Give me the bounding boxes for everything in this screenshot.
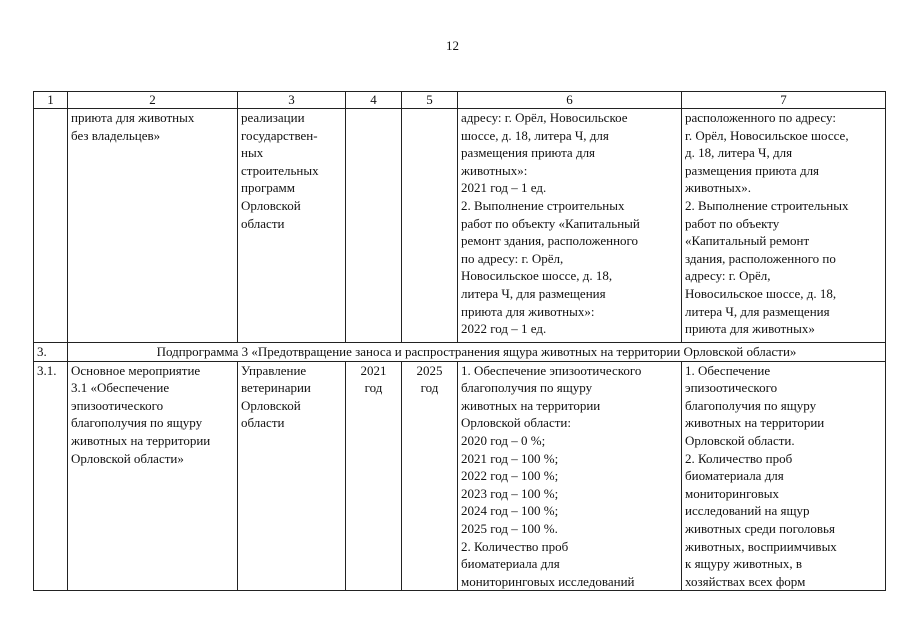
section-number: 3. <box>34 343 68 362</box>
cell-end-year: 2025 год <box>402 361 458 591</box>
header-col-2: 2 <box>68 92 238 109</box>
section-row <box>34 343 886 362</box>
cell-number <box>34 109 68 343</box>
header-col-5: 5 <box>402 92 458 109</box>
cell-results: расположенного по адресу: г. Орёл, Новосильское шоссе, д. 18, литера Ч, для размещения приюта для животных». 2. Выполнение строительных работ по объекту «Капитальный ремонт здания, расположенного по адресу: г. Орёл, Новосильское шоссе, д. 18, литера Ч, для размещения приюта для животных» <box>682 109 886 343</box>
cell-end-year <box>402 109 458 343</box>
cell-start-year: 2021 год <box>346 361 402 591</box>
table-row-continued <box>34 109 886 343</box>
cell-number: 3.1. <box>34 361 68 591</box>
header-row <box>34 92 886 109</box>
page-number: 12 <box>446 38 459 53</box>
section-title: Подпрограмма 3 «Предотвращение заноса и распространения ящура животных на территории Орловской области» <box>68 343 886 362</box>
header-col-1: 1 <box>34 92 68 109</box>
cell-executor: реализации государствен- ных строительных программ Орловской области <box>238 109 346 343</box>
cell-start-year <box>346 109 402 343</box>
cell-indicators: адресу: г. Орёл, Новосильское шоссе, д. 18, литера Ч, для размещения приюта для животных»: 2021 год – 1 ед. 2. Выполнение строительных работ по объекту «Капитальный ремонт здания, расположенного по адресу: г. Орёл, Новосильское шоссе, д. 18, литера Ч, для размещения приюта для животных»: 2022 год – 1 ед. <box>458 109 682 343</box>
cell-executor: Управление ветеринарии Орловской области <box>238 361 346 591</box>
program-table <box>33 91 886 591</box>
header-col-3: 3 <box>238 92 346 109</box>
table-row-3-1 <box>34 361 886 591</box>
cell-results: 1. Обеспечение эпизоотического благополучия по ящуру животных на территории Орловской области. 2. Количество проб биоматериала для мониторинговых исследований на ящур животных среди поголовья животных, восприимчивых к ящуру животных, в хозяйствах всех форм <box>682 361 886 591</box>
header-col-6: 6 <box>458 92 682 109</box>
cell-measure-name: Основное мероприятие 3.1 «Обеспечение эпизоотического благополучия по ящуру животных на территории Орловской области» <box>68 361 238 591</box>
cell-indicators: 1. Обеспечение эпизоотического благополучия по ящуру животных на территории Орловской области: 2020 год – 0 %; 2021 год – 100 %; 2022 год – 100 %; 2023 год – 100 %; 2024 год – 100 %; 2025 год – 100 %. 2. Количество проб биоматериала для мониторинговых исследований <box>458 361 682 591</box>
header-col-4: 4 <box>346 92 402 109</box>
header-col-7: 7 <box>682 92 886 109</box>
cell-measure-name: приюта для животных без владельцев» <box>68 109 238 343</box>
